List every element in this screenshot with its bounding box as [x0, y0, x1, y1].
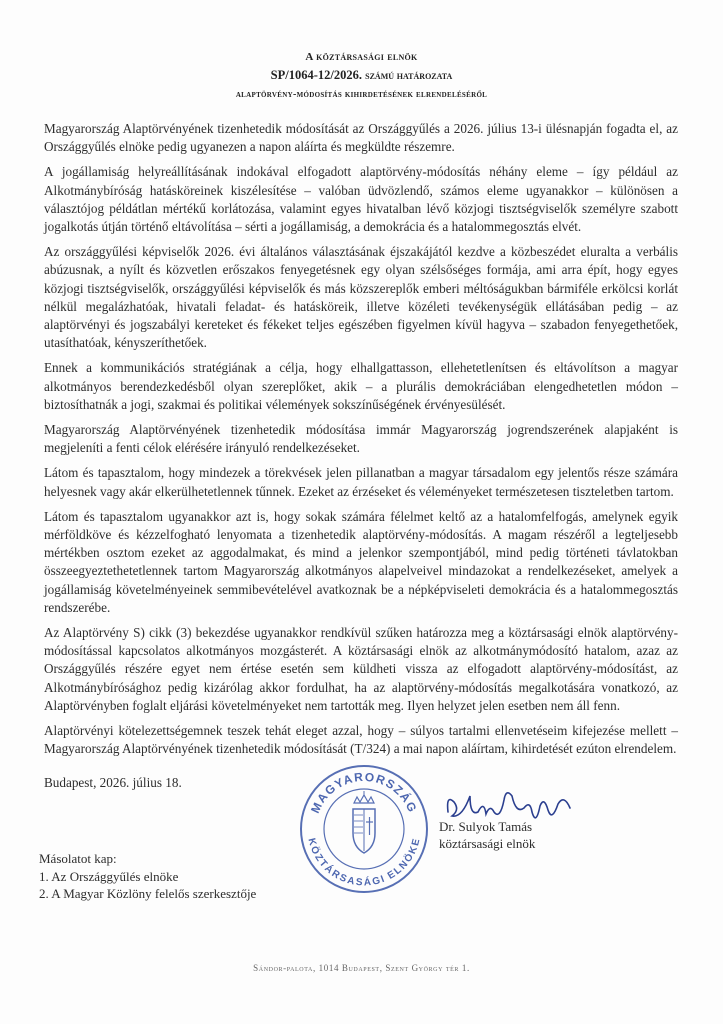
document-footer	[0, 963, 723, 973]
recipient-1: 1. Az Országgyűlés elnöke	[39, 868, 179, 884]
document-header	[0, 50, 723, 101]
footer-address: Sándor-palota, 1014 Budapest, Szent György tér 1.	[253, 963, 470, 973]
date-line: Budapest, 2026. július 18.	[44, 775, 182, 790]
paragraph-9: Alaptörvényi kötelezettségemnek teszek tehát eleget azzal, hogy – súlyos tartalmi ellenvetéseim kifejezése mellett – Magyarország Alaptörvényének tizenhetedik módosítását (T/324) a mai napon aláírtam, kihirdetését ezúton elrendelem.	[44, 723, 678, 757]
signer-title: köztársasági elnök	[439, 836, 536, 851]
paragraph-5: Magyarország Alaptörvényének tizenhetedik módosítása immár Magyarország jogrendszerének alapjaként is megjeleníti a fenti célok elérésére irányuló rendelkezéseket.	[44, 422, 678, 456]
issuer-title: A köztársasági elnök	[305, 51, 418, 63]
resolution-subject: alaptörvény-módosítás kihirdetésének elrendeléséről	[235, 89, 488, 100]
paragraph-2: A jogállamiság helyreállításának indokával elfogadott alaptörvény-módosítás néhány eleme – így például az Alkotmánybíróság hatásköreinek kiszélesítése – valóban üdvözlendő, számos eleme ugyanakkor – különösen a választójog példátlan mértékű korlátozása, valamint egyes hivatalban lévő közjogi tisztségviselők személyre szabott jogalkotás útján történő eltávolítása – sérti a jogállamiság, a demokrácia és a hatalommegosztás elvét.	[44, 164, 678, 235]
copies-recipients	[39, 850, 256, 903]
recipient-2: 2. A Magyar Közlöny felelős szerkesztője	[39, 886, 257, 901]
paragraph-6: Látom és tapasztalom, hogy mindezek a törekvések jelen pillanatban a magyar társadalom egy jelentős része számára helyesnek vagy akár elkerülhetetlennek tűnnek. Ezeket az érzéseket és véleményeket természetesen tiszteletben tartom.	[44, 465, 678, 499]
seal-top-text: MAGYARORSZÁG	[308, 769, 420, 816]
paragraph-1: Magyarország Alaptörvényének tizenhetedik módosítását az Országgyűlés a 2026. július 13-i ülésnapján fogadta el, az Országgyűlés elnöke pedig ugyanezen a napon aláírta és megküldte részemre.	[44, 121, 678, 155]
paragraph-4: Ennek a kommunikációs stratégiának a célja, hogy elhallgattasson, ellehetetlenítsen és eltávolítson a magyar alkotmányos berendezkedésből olyan szereplőket, akik – a plurális demokráciában elengedhetetlen módon – biztosíthatnák a jogi, szakmai és politikai vélemények sokszínűségének érvényesülését.	[44, 360, 678, 412]
copies-heading: Másolatot kap:	[39, 851, 117, 866]
paragraph-3: Az országgyűlési képviselők 2026. évi általános választásának éjszakájától kezdve a közbeszédet eluralta a verbális abúzusnak, a nyílt és közvetlen erőszakos fenyegetésnek egy olyan szélsőséges formája, ami arra épít, hogy egyes közjogi tisztségviselők, országgyűlési képviselők és más közszereplők emberi méltóságukban bármiféle erkölcsi korlát nélkül megalázhatóak, hivatali feladat- és hatásköreik, illetve közéleti tevékenységük ellátásában pedig – az alaptörvényi és jogszabályi kereteket és fékeket teljes egészében figyelmen kívül hagyva – szabadon fenyegethetőek, utasíthatóak, kényszeríthetőek.	[44, 244, 678, 351]
resolution-number-suffix: számú határozata	[365, 70, 453, 82]
paragraph-8: Az Alaptörvény S) cikk (3) bekezdése ugyanakkor rendkívül szűken határozza meg a köztársasági elnök alaptörvény-módosítással kapcsolatos alkotmányos mozgásterét. A köztársasági elnök az alkotmánymódosító hatalom, azaz az Országgyűlés részére egyet nem értése esetén sem küldheti vissza az elfogadott alaptörvény-módosítást, az Alkotmánybírósághoz pedig kizárólag akkor fordulhat, ha az alaptörvény-módosítás megalkotására vonatkozó, az Alaptörvényben foglalt eljárási követelményeket nem tartották meg. Ilyen helyzet jelen esetben nem áll fenn.	[44, 625, 678, 713]
signer-name: Dr. Sulyok Tamás	[439, 819, 533, 834]
resolution-number	[0, 67, 723, 84]
presidential-seal-stamp	[298, 763, 430, 895]
signer-block	[439, 818, 535, 852]
resolution-number-code: SP/1064-12/2026.	[270, 68, 362, 82]
coat-of-arms-icon	[353, 791, 375, 853]
seal-bottom-text: KÖZTÁRSASÁGI ELNÖKE	[305, 837, 423, 889]
document-body	[44, 120, 678, 766]
paragraph-7: Látom és tapasztalom ugyanakkor azt is, hogy sokak számára félelmet keltő az a hatalomfelfogás, amelynek egyik mérföldköve és kézzelfogható lenyomata a tizenhetedik alaptörvény-módosítás. A magam részéről a legteljesebb mértékben osztom ezeket az aggodalmakat, és mind a jelenkor szempontjából, mind pedig történeti távlatokban összeegyeztethetetlennek tartom Magyarország alkotmányos alapelveivel mindazokat a rendelkezéseket, amelyek a jogállamiság követelményeinek semmibevételével avatkoznak be a népképviseleti demokrácia és a hatalommegosztás rendszerébe.	[44, 508, 678, 615]
